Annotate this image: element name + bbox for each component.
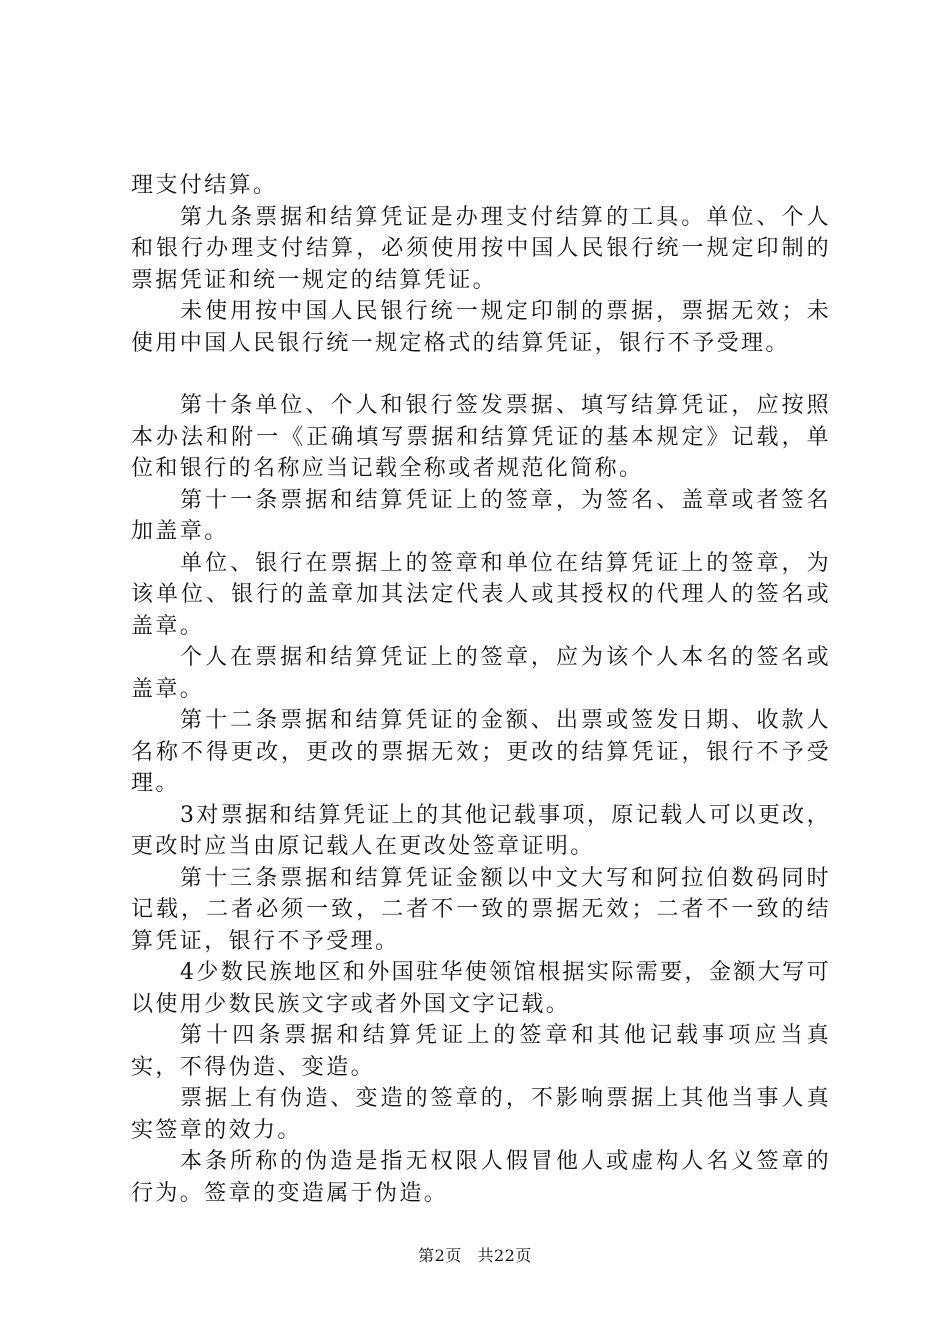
- paragraph-article-12-other-items: 3对票据和结算凭证上的其他记载事项，原记载人可以更改，更改时应当由原记载人在更改处签章证明。: [131, 802, 831, 859]
- document-body: [131, 170, 831, 1209]
- page-number: 第2页: [418, 1246, 462, 1265]
- paragraph-continuation: 理支付结算。: [131, 173, 278, 198]
- paragraph-article-13: 第十三条票据和结算凭证金额以中文大写和阿拉伯数码同时记载，二者必须一致，二者不一致的票据无效；二者不一致的结算凭证，银行不予受理。: [131, 865, 831, 954]
- paragraph-article-9: 第九条票据和结算凭证是办理支付结算的工具。单位、个人和银行办理支付结算，必须使用按中国人民银行统一规定印制的票据凭证和统一规定的结算凭证。: [131, 204, 831, 293]
- page-footer: [0, 1243, 950, 1266]
- paragraph-article-14-definition: 本条所称的伪造是指无权限人假冒他人或虚构人名义签章的行为。签章的变造属于伪造。: [131, 1149, 831, 1206]
- paragraph-article-9-invalid: 未使用按中国人民银行统一规定印制的票据，票据无效；未使用中国人民银行统一规定格式的结算凭证，银行不予受理。: [131, 299, 831, 356]
- page-total: 共22页: [477, 1246, 532, 1265]
- paragraph-article-11: 第十一条票据和结算凭证上的签章，为签名、盖章或者签名加盖章。: [131, 487, 831, 544]
- paragraph-article-14: 第十四条票据和结算凭证上的签章和其他记载事项应当真实，不得伪造、变造。: [131, 1023, 831, 1080]
- paragraph-article-10: 第十条单位、个人和银行签发票据、填写结算凭证，应按照本办法和附一《正确填写票据和结算凭证的基本规定》记载，单位和银行的名称应当记载全称或者规范化简称。: [131, 393, 831, 481]
- paragraph-article-11-unit-seal: 单位、银行在票据上的签章和单位在结算凭证上的签章，为该单位、银行的盖章加其法定代表人或其授权的代理人的签名或盖章。: [131, 550, 831, 639]
- paragraph-article-14-forgery-effect: 票据上有伪造、变造的签章的，不影响票据上其他当事人真实签章的效力。: [131, 1086, 831, 1143]
- paragraph-article-11-personal-seal: 个人在票据和结算凭证上的签章，应为该个人本名的签名或盖章。: [131, 645, 831, 702]
- paragraph-article-12: 第十二条票据和结算凭证的金额、出票或签发日期、收款人名称不得更改，更改的票据无效；更改的结算凭证，银行不予受理。: [131, 708, 831, 796]
- paragraph-article-13-minority: 4少数民族地区和外国驻华使领馆根据实际需要，金额大写可以使用少数民族文字或者外国文字记载。: [131, 960, 831, 1017]
